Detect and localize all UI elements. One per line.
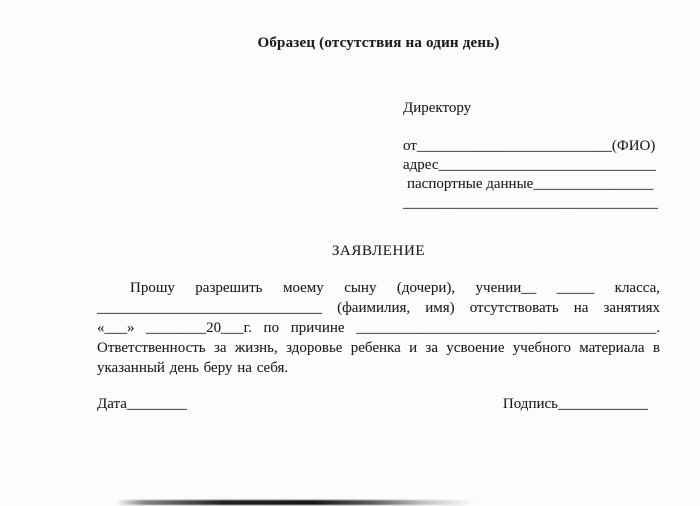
- recipient-line: Директору: [403, 100, 472, 116]
- addressee-spacer: [403, 118, 660, 137]
- from-fio-line: от__________________________(ФИО): [403, 138, 656, 154]
- signature-line: Подпись____________: [502, 396, 648, 412]
- statement-line-2: ______________________________ (фаимилия, имя) отсутствовать на занятиях: [97, 300, 660, 316]
- address-line: адрес_____________________________: [403, 157, 656, 173]
- blank-underline: __________________________________: [403, 195, 658, 211]
- footer-row: [97, 394, 660, 414]
- document-content: [97, 0, 660, 414]
- statement-line-4: Ответственность за жизнь, здоровье ребенка и за усвоение учебного материала в: [97, 340, 660, 356]
- statement-body: [97, 278, 660, 378]
- passport-data-line: паспортные данные________________: [407, 176, 654, 192]
- addressee-block: [403, 99, 660, 213]
- date-line: Дата________: [97, 396, 187, 412]
- statement-line-5: указанный день беру на себя.: [97, 360, 289, 376]
- statement-line-1: Прошу разрешить моему сыну (дочери), учении__ _____ класса,: [130, 280, 660, 296]
- scan-edge-artifact: [116, 500, 474, 505]
- statement-heading: ЗАЯВЛЕНИЕ: [331, 243, 426, 259]
- statement-line-3: «___» ________20___г. по причине ________________________________________.: [97, 320, 660, 336]
- page-title: Образец (отсутствия на один день): [257, 35, 500, 51]
